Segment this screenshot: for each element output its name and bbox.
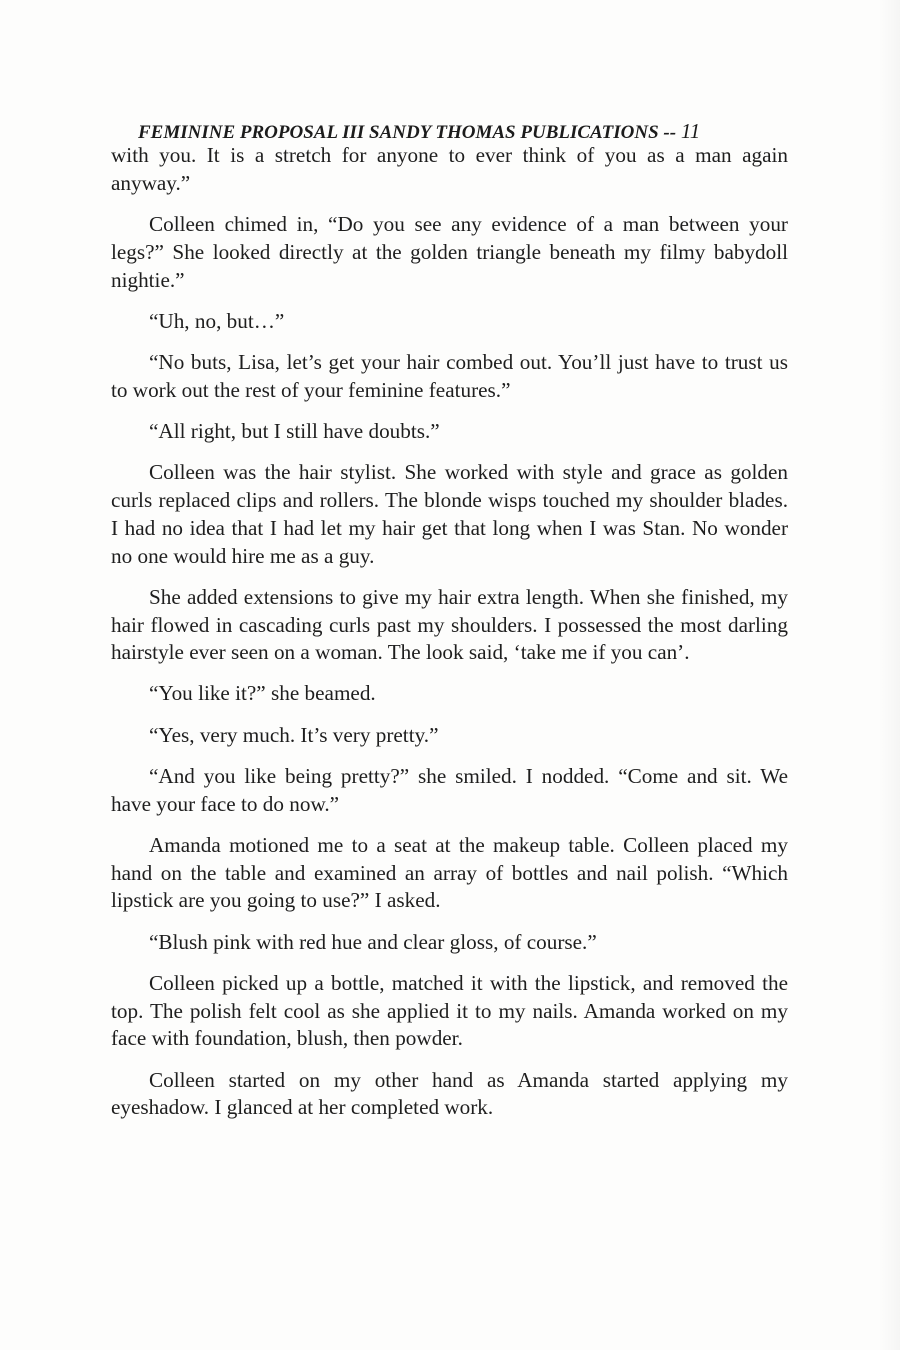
paragraph: “All right, but I still have doubts.” — [149, 418, 440, 443]
paragraph: “No buts, Lisa, let’s get your hair combed out. You’ll just have to trust us to work out the rest of your feminine features.” — [111, 349, 788, 402]
paragraph: She added extensions to give my hair extra length. When she finished, my hair flowed in cascading curls past my shoulders. I possessed the most darling hairstyle ever seen on a woman. The look said, ‘take me if you can’. — [111, 584, 788, 665]
page-number: 11 — [680, 119, 701, 143]
paragraph: “And you like being pretty?” she smiled. I nodded. “Come and sit. We have your face to do now.” — [111, 763, 788, 816]
paragraph: Colleen was the hair stylist. She worked with style and grace as golden curls replaced clips and rollers. The blonde wisps touched my shoulder blades. I had no idea that I had let my hair get that long when I was Stan. No wonder no one would hire me as a guy. — [111, 460, 788, 568]
paragraph: “Uh, no, but…” — [149, 308, 285, 333]
paragraph: Colleen chimed in, “Do you see any evidence of a man between your legs?” She looked directly at the golden triangle beneath my filmy babydoll nightie.” — [111, 211, 788, 292]
paragraph: “Blush pink with red hue and clear gloss, of course.” — [149, 929, 597, 954]
body-text — [111, 142, 788, 1136]
paragraph: “You like it?” she beamed. — [149, 681, 376, 706]
page-edge-shadow — [878, 0, 900, 1350]
running-title: FEMININE PROPOSAL III SANDY THOMAS PUBLICATIONS -- — [138, 122, 677, 143]
paragraph: with you. It is a stretch for anyone to ever think of you as a man again anyway.” — [111, 143, 788, 195]
paragraph: “Yes, very much. It’s very pretty.” — [149, 722, 439, 747]
paragraph: Amanda motioned me to a seat at the makeup table. Colleen placed my hand on the table and examined an array of bottles and nail polish. “Which lipstick are you going to use?” I asked. — [111, 832, 788, 913]
paragraph: Colleen started on my other hand as Amanda started applying my eyeshadow. I glanced at her completed work. — [111, 1067, 788, 1120]
running-header — [138, 119, 798, 144]
paragraph: Colleen picked up a bottle, matched it with the lipstick, and removed the top. The polish felt cool as she applied it to my nails. Amanda worked on my face with foundation, blush, then powder. — [111, 970, 788, 1051]
